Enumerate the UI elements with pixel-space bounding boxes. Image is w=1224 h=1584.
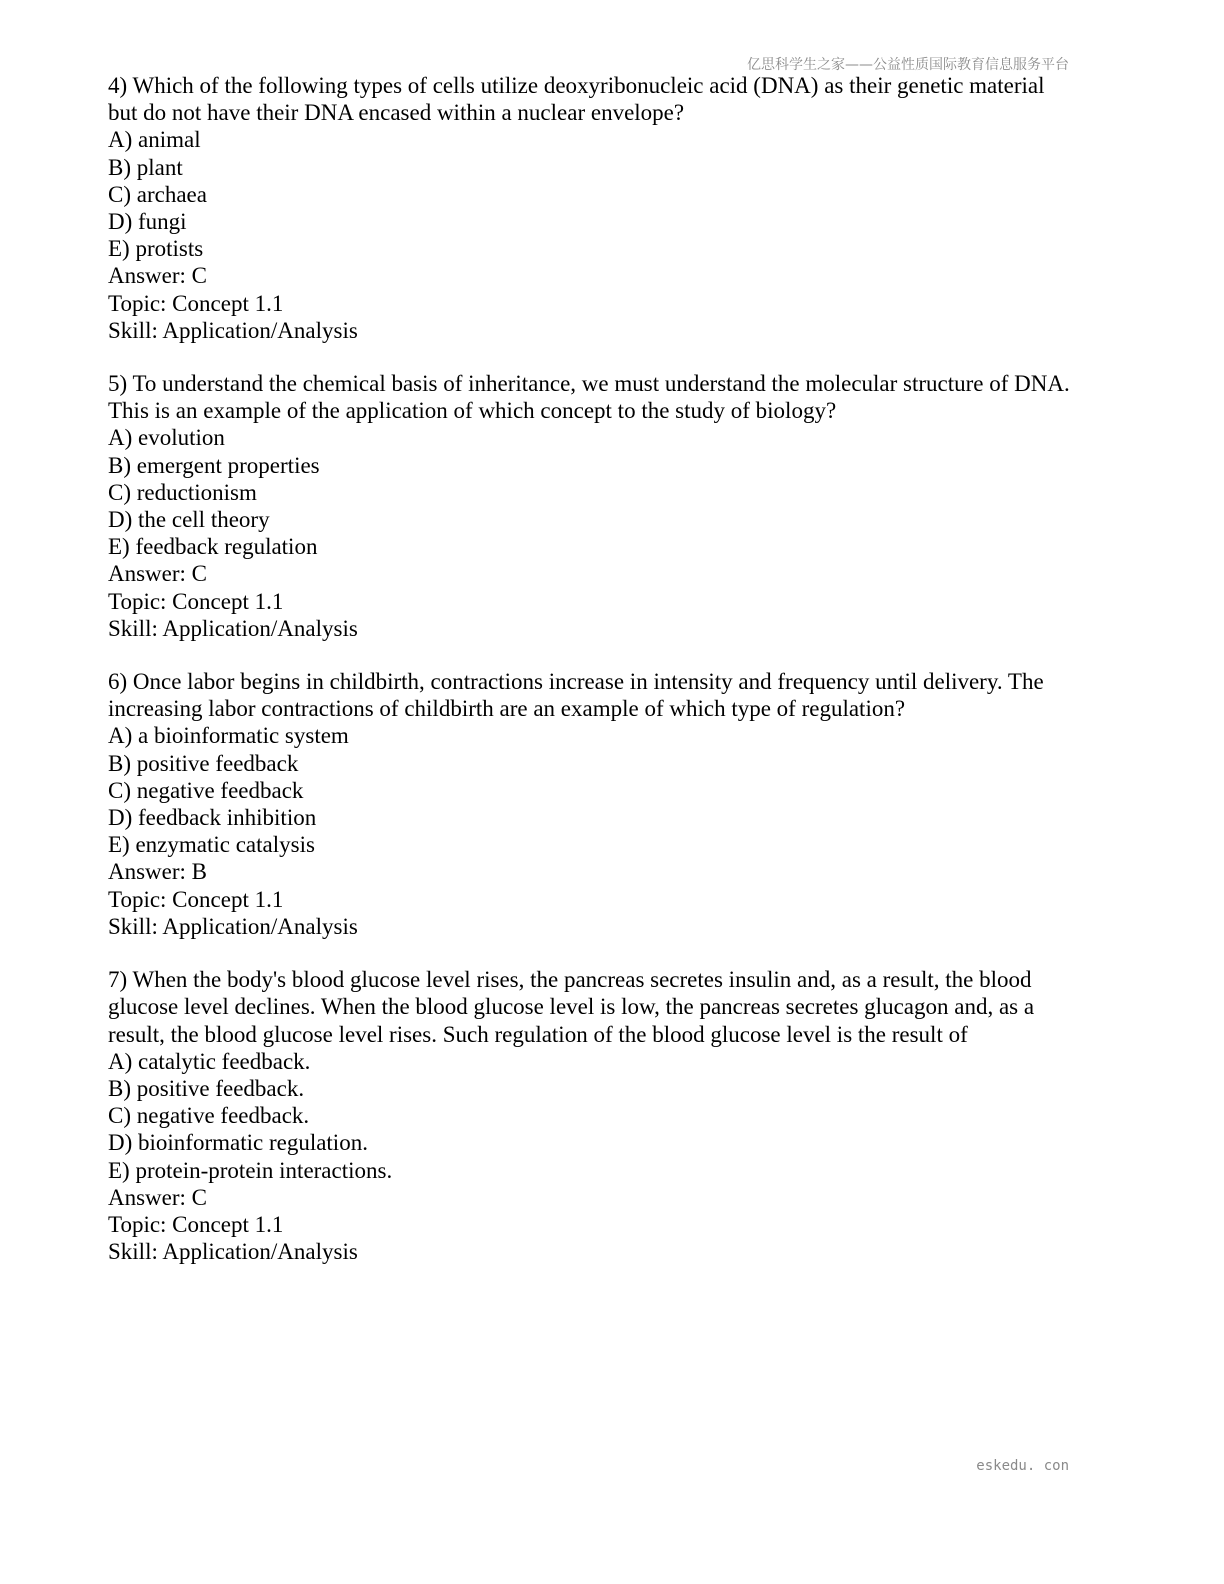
option-a: A) catalytic feedback. <box>108 1048 311 1074</box>
question-stem-line: but do not have their DNA encased within a nuclear envelope? <box>108 100 685 126</box>
skill-line: Skill: Application/Analysis <box>108 615 358 641</box>
question-stem-line: result, the blood glucose level rises. Such regulation of the blood glucose level is the result of <box>108 1021 968 1047</box>
question-stem-line: 5) To understand the chemical basis of inheritance, we must understand the molecular structure of DNA. <box>108 371 1070 397</box>
topic-line: Topic: Concept 1.1 <box>108 1211 284 1237</box>
option-b: B) positive feedback. <box>108 1075 305 1101</box>
question-7 <box>108 966 1118 1265</box>
option-d: D) the cell theory <box>108 507 270 533</box>
document-body <box>108 72 1118 1291</box>
footer-watermark: eskedu. con <box>976 1458 1069 1474</box>
question-6 <box>108 668 1118 940</box>
skill-line: Skill: Application/Analysis <box>108 1239 358 1265</box>
answer-line: Answer: C <box>108 1184 208 1210</box>
option-e: E) protists <box>108 236 204 262</box>
question-4 <box>108 72 1118 344</box>
option-b: B) positive feedback <box>108 750 299 776</box>
option-e: E) feedback regulation <box>108 534 318 560</box>
question-stem-line: 7) When the body's blood glucose level rises, the pancreas secretes insulin and, as a result, the blood <box>108 967 1032 993</box>
question-stem-line: This is an example of the application of which concept to the study of biology? <box>108 398 837 424</box>
option-d: D) bioinformatic regulation. <box>108 1130 368 1156</box>
answer-line: Answer: B <box>108 859 208 885</box>
skill-line: Skill: Application/Analysis <box>108 317 358 343</box>
question-5 <box>108 370 1118 642</box>
topic-line: Topic: Concept 1.1 <box>108 886 284 912</box>
option-e: E) enzymatic catalysis <box>108 832 315 858</box>
option-c: C) negative feedback <box>108 777 304 803</box>
option-a: A) a bioinformatic system <box>108 723 349 749</box>
option-c: C) archaea <box>108 181 207 207</box>
option-d: D) feedback inhibition <box>108 805 317 831</box>
option-b: B) emergent properties <box>108 452 320 478</box>
option-e: E) protein-protein interactions. <box>108 1157 393 1183</box>
question-stem-line: increasing labor contractions of childbirth are an example of which type of regulation? <box>108 696 906 722</box>
question-stem-line: 6) Once labor begins in childbirth, contractions increase in intensity and frequency until delivery. The <box>108 669 1044 695</box>
skill-line: Skill: Application/Analysis <box>108 913 358 939</box>
option-a: A) evolution <box>108 425 225 451</box>
option-d: D) fungi <box>108 209 187 235</box>
header-watermark: 亿思科学生之家——公益性质国际教育信息服务平台 <box>747 57 1069 73</box>
topic-line: Topic: Concept 1.1 <box>108 588 284 614</box>
option-a: A) animal <box>108 127 201 153</box>
answer-line: Answer: C <box>108 263 208 289</box>
question-stem-line: 4) Which of the following types of cells utilize deoxyribonucleic acid (DNA) as their genetic material <box>108 73 1045 98</box>
topic-line: Topic: Concept 1.1 <box>108 290 284 316</box>
option-c: C) reductionism <box>108 479 257 505</box>
answer-line: Answer: C <box>108 561 208 587</box>
option-b: B) plant <box>108 154 183 180</box>
option-c: C) negative feedback. <box>108 1103 310 1129</box>
question-stem-line: glucose level declines. When the blood glucose level is low, the pancreas secretes glucagon and, as a <box>108 994 1035 1020</box>
